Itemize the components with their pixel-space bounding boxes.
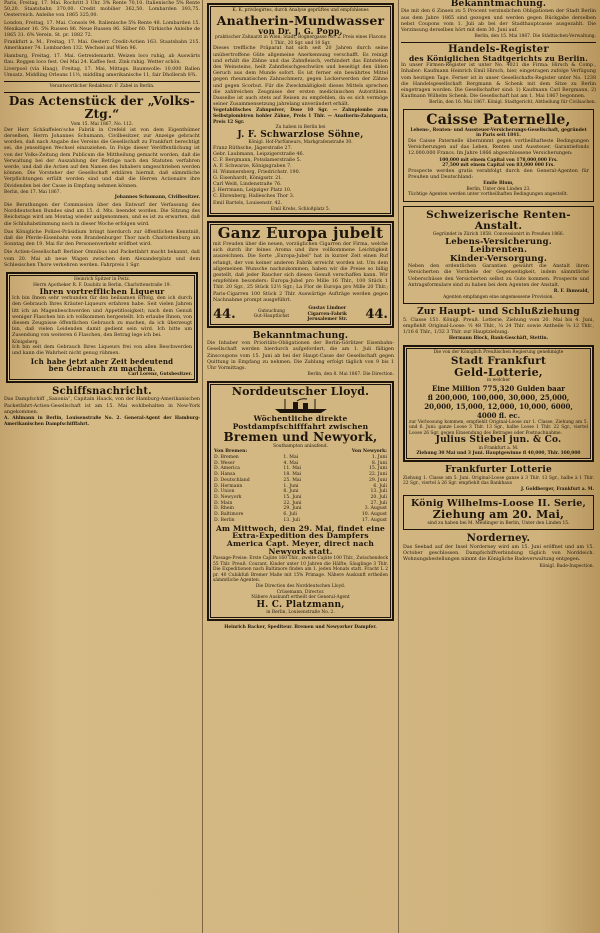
- seller-item: G. Eisenhardt, Königsstr. 21.: [213, 176, 283, 182]
- handels-sign: Berlin, den 16. Mai 1867. Königl. Stadtgericht, Abtheilung für Civilsachen.: [429, 100, 596, 106]
- frankfurter-text: Ziehung 1. Classe am 5. Juni. Original-Loose ganze à 3 Thlr. 13 Sgr., halbe à 1 Thlr. 22 Sgr., viertel à 26 Sgr. empfiehlt das Bankhaus: [403, 475, 594, 487]
- testimonial-motto-1: Ich bin seit dem Gebrauch Ihres Liqueurs frei von allen Beschwerden und kann die Wahrheit nicht genug rühmen.: [12, 345, 192, 357]
- market-frankfurt: Frankfurt a. M., Freitag, 17. Mai. Oesterr. Credit-Actien 163. Staatsbahn 215. Amerikaner 74. Lombarden 132. Wechsel auf Wien 96.: [4, 40, 200, 52]
- frankfurt-text: zur Verloosung kommen, empfiehlt Original-Loose zur 1. Classe, Ziehung am 5. und 6. Juni: ganze Loose 3 Thlr. 13 Sgr., halbe Loose 1 Thlr. 22 Sgr., viertel Loose 26 Sgr. gegen Einsendung des Betrages oder Postnachnahme.: [409, 419, 588, 436]
- market-hamburg: Hamburg, Freitag, 17. Mai. Getreidemarkt. Weizen loco ruhig, ab Auswärts flau. Roggen loco fest. Oel Mai 24. Kaffee fest. Zink ruhig. Wetter schön.: [4, 53, 200, 65]
- article-text: Der Herr Schäuffelen'sche Fabrik in Crefeld ist von dem Eigenthümer derselben, Herrn Johannes Schumann, Civilbesitzer, zur Anzeige gebracht worden, daß nach Angabe des Vereins die Gesellschaft zu Frankfurt berechtigt sei, die jenseitigen Wechsel einzuziehen. In Folge dieser Veröffentlichung ist von der Volks-Zeitung dem Publicum die Mittheilung gemacht worden, daß die Verwaltung bei der Auszahlung der Beträge nach den Statuten verfahren werde, und daß die Actien auf den Namen des Inhabers umgeschrieben werden können. Die Vorsteher der Gesellschaft erklären hiermit, daß sämmtliche Verpflichtungen erfüllt worden sind und daß die Herren Actionaire ihre Dividenden bei der Casse in Empfang nehmen können.: [4, 127, 200, 189]
- lloyd-agent-addr: in Berlin, Louisenstraße No. 2.: [266, 610, 335, 616]
- lloyd-agent-head: Nähere Auskunft ertheilt der General-Agent: [251, 595, 350, 601]
- lottery1-firm: Hermann Block, Bank-Geschäft, Stettin.: [448, 336, 549, 342]
- testimonial-motto-3: ben Gebrauch zu machen.: [48, 363, 156, 373]
- norderney-sign: Königl. Bade-Inspection.: [539, 563, 594, 569]
- anatherin-footer: Emil Krebs, Schloßplatz 5.: [270, 206, 331, 212]
- schweiz-renten-ad: [403, 206, 594, 304]
- schedule-cell: 13. Juli: [370, 489, 387, 495]
- schedule-cell: 8. Juni: [283, 489, 299, 495]
- schedule-cell: D. Berlin: [214, 517, 235, 523]
- schedule-cell: 1. Juni: [371, 455, 387, 461]
- lloyd-director: Crüsemann, Director.: [276, 589, 325, 595]
- schweiz-item: Leibrenten.: [469, 245, 528, 256]
- schedule-cell: D. Deutschland: [214, 477, 250, 483]
- article-title: Das Actenstück der „Volks-Ztg.“: [8, 94, 196, 121]
- caisse-agent: Emile Blum,: [483, 181, 514, 187]
- caisse-text-2: Prospecte werden gratis verabfolgt durch den General-Agenten für Preußen und Deutschland:: [408, 168, 589, 180]
- seller-item: C. Ehrenberg, Hallesches Thor 3.: [213, 194, 295, 200]
- article-signer: Johannes Schumann, Civilbesitzer.: [114, 195, 200, 201]
- koenig-title: König Wilhelms-Loose II. Serie,: [410, 498, 587, 510]
- seller-item: Emil Bartels, Louisenstr. 42.: [213, 200, 283, 206]
- testimonial-motto-2: Ich habe jetzt aber Zeit bedeutend: [30, 356, 174, 366]
- caisse-paternelle-ad: [403, 109, 594, 202]
- column-2: [205, 0, 396, 933]
- bekanntmachung-sign: Berlin, den 8. Mai 1867. Die Direction.: [307, 372, 394, 378]
- schedule-cell: 15. Juni: [369, 466, 387, 472]
- schedule-cell: 1. Juni: [283, 483, 299, 489]
- lloyd-sub: Wöchentliche direkte Postdampfschifffahrt zwischen: [232, 414, 369, 432]
- schedule-cell: D. Rhein: [214, 506, 235, 512]
- house-number-left: 44.: [213, 306, 236, 322]
- lloyd-agent: H. C. Platzmann,: [256, 599, 345, 610]
- lottery-ad-1: [403, 308, 594, 342]
- koenig-title-2: Ziehung am 20. Mai,: [432, 508, 565, 522]
- lloyd-via: Southampton anlaufend.: [273, 443, 328, 449]
- lloyd-extra: Am Mittwoch, den 29. Mai, findet eine Extra-Expedition des Dampfers America Capt. Meyer, direct nach Newyork statt.: [216, 523, 385, 557]
- steamship-icon: [271, 398, 331, 414]
- notice-2: Die Actien-Gesellschaft Berliner Omnibus und Packetfahrt macht bekannt, daß vom 20. Mai ab neue Wagen zwischen dem Alexanderplatz und dem Schlesischen Thore verkehren werden. Fahrpreis 1 Sgr.: [4, 250, 200, 268]
- schedule-cell: D. Newyork: [214, 494, 242, 500]
- anatherin-sub: praktischer Zahnarzt in Wien, Stadt, Bognergasse No. 2. Preis eines Flacons 1 Thlr., 20 Sgr. und 10 Sgr.: [215, 35, 386, 46]
- anatherin-text: Dieses treffliche Präparat hat sich seit 20 Jahren durch seine unübertroffene Güte allgemeine Anerkennung verschafft. Es reinigt und erhält die Zähne und das Zahnfleisch, verhindert das Entstehen des Weinsteins, heilt Zahnfleischgeschwüre und beseitigt den üblen Geruch aus dem Munde sofort. Es ist ferner ein bewährtes Mittel gegen rheumatischen Zahnschmerz, gegen Lockerwerden der Zähne und gegen Scorbut. Für die Zweckmäßigkeit dieses Mittels sprechen die zahlreichen Zeugnisse der ersten medicinischen Autoritäten. Dasselbe ist auch stets auf Reisen zu empfehlen, da es sich vermöge seiner Zusammensetzung jahrelang unverändert erhält.: [213, 46, 388, 108]
- schedule-cell: 22. Juni: [369, 472, 387, 478]
- seller-item: Carl Weiß, Lindenstraße 76.: [213, 182, 282, 188]
- schedule-cell: 25. Mai: [283, 477, 302, 483]
- bekanntmachung-1: [401, 0, 596, 40]
- schedule-cell: 15. Juni: [283, 494, 302, 500]
- column-rule: [398, 0, 399, 933]
- anatherin-title: Anatherin-Mundwasser: [216, 12, 385, 28]
- norderney-notice: [403, 534, 594, 569]
- caisse-text: Die Caisse Paternelle übernimmt gegen vortheilhafteste Bedingungen Versicherungen auf das Leben, Renten und Aussteuer. Garantiefonds 12.000.000 Francs. Im Jahre 1866 abgeschlossene Versicherungen:: [408, 138, 589, 157]
- notice-1: Das Königliche Polizei-Präsidium bringt hierdurch zur öffentlichen Kenntniß, daß die Pferde-Eisenbahn vom Brandenburger Thor nach Charlottenburg am Sonntag den 19. Mai für den Personenverkehr eröffnet wird.: [4, 229, 200, 248]
- article-place: Berlin, den 17. Mai 1867.: [4, 189, 61, 195]
- testimonial-sign: Carl Lorenz, Gutsbesitzer.: [128, 372, 192, 378]
- frankfurt-prize: Eine Million 775,320 Gulden baar: [432, 383, 565, 393]
- frankfurt-lottery-ad: [403, 345, 594, 462]
- testimonial-place: Königsberg.: [12, 339, 39, 345]
- schedule-cell: 3. August: [364, 506, 387, 512]
- frankfurt-amounts-1: fl 200,000, 100,000, 30,000, 25,000,: [427, 392, 570, 402]
- schedule-cell: 11. Mai: [283, 466, 302, 472]
- bek1-sign: Berlin, den 15. Mai 1867. Die Städtischen-Verwaltung.: [474, 34, 596, 40]
- schweiz-agent: R. F. Ihmwald,: [553, 289, 589, 295]
- shipping-agent: A. Ahlmann in Berlin, Louisenstraße No. 2. General-Agent der Hamburg-Amerikanischen Dampfschifffahrt.: [4, 415, 200, 427]
- market-london: London, Freitag, 17. Mai. Consols 94. Italienische 5% Rente 48. Lombarden 15. Mexikaner 16. 5% Russen 86. Neue Russen 86. Silber 60. Türkische Anleihe de 1865 31. 6% Verein. St. pr. 1882 72.: [4, 20, 200, 39]
- anatherin-sellers: [213, 146, 388, 207]
- schedule-cell: 29. Juni: [283, 506, 302, 512]
- seller-item: Gebr. Laubmann, Leipzigerstraße 46.: [213, 151, 305, 157]
- schweiz-sub: Gegründet in Zürich 1858. Concessionirt in Preußen 1866.: [432, 231, 565, 237]
- frankfurt-amounts-2: 20,000, 15,000, 12,000, 10,000, 6000,: [424, 401, 573, 411]
- schedule-cell: 4. Mai: [283, 460, 299, 466]
- schedule-cell: 8. Juni: [371, 460, 387, 466]
- schedule-col-from: Von Bremen:: [214, 449, 248, 455]
- frankfurter-title: Frankfurter Lotterie: [445, 465, 552, 476]
- frankfurter-lotterie: [403, 466, 594, 492]
- schedule-cell: D. Main: [214, 500, 233, 506]
- schweiz-title: Schweizerische Renten-Anstalt.: [426, 208, 571, 232]
- schedule-cell: 13. Juli: [283, 517, 300, 523]
- column-1: [4, 0, 200, 933]
- schedule-cell: 22. Juni: [283, 500, 302, 506]
- schedule-cell: D. Weser: [214, 460, 235, 466]
- schweiz-item: Kinder-Versorgung.: [450, 254, 547, 265]
- bekanntmachung-2: [207, 332, 394, 378]
- lloyd-schedule: [213, 449, 388, 523]
- schweiz-text: Neben den ordentlichen Garantien gewährt die Anstalt ihren Versicherten die Vortheile der Gegenseitigkeit, indem sämmtliche Ueberschüsse den Versicherten selbst zu Gute kommen. Prospecte und Antragsformulare sind zu haben bei dem Agenten der Anstalt.: [408, 264, 589, 288]
- house-number-right: 44.: [365, 306, 388, 322]
- schedule-cell: 20. Juli: [370, 494, 387, 500]
- seller-item: H. Wimmersberg, Friedrichstr. 190.: [213, 170, 301, 176]
- schedule-cell: 27. Juli: [370, 500, 387, 506]
- market-liverpool: Liverpool (via Haag), Freitag, 17. Mai, Mittags. Baumwolle: 10,000 Ballen Umsatz. Middling Orleans 11½, middling amerikanische 11, fair Dhollerah 8¾.: [4, 67, 200, 79]
- koenig-wilhelm-loose-ad: [403, 495, 594, 530]
- norderney-text: Das Seebad auf der Insel Norderney wird am 15. Juni eröffnet und am 15. October geschlossen. Dampfschiffverbindung täglich von Norddeich. Wohnungsbestellungen nimmt die Königliche Badeverwaltung entgegen.: [403, 544, 594, 563]
- schedule-cell: 6. Juli: [283, 512, 298, 518]
- lloyd-text: Passage-Preise: Erste Cajüte 160 Thlr., zweite Cajüte 100 Thlr., Zwischendeck 55 Thlr. Preuß. Courant. Kinder unter 10 Jahren die Hälfte, Säuglinge 3 Thlr. Die Expeditionen nach Baltimore finden am 1. jeden Monats statt. Fracht L 2 pr. 40 Cubikfuß Bremer Maße mit 15% Primage. Nähere Auskunft ertheilen sämmtliche Agenten.: [213, 556, 388, 584]
- schedule-cell: 1. Mai: [283, 455, 299, 461]
- frankfurt-title-2: Geld-Lotterie,: [454, 365, 543, 379]
- frankfurter-firm: J. Goldberger, Frankfurt a. M.: [521, 486, 594, 492]
- frankfurt-amounts-3: 4000 fl. ec.: [476, 410, 521, 420]
- ganz-europa-left: Gutsuchung Gut-Hauptlichst: [253, 308, 290, 320]
- schedule-cell: D. Bremen: [214, 455, 239, 461]
- bekanntmachung-text: Die Inhaber von Prioritäts-Obligationen der Berlin-Görlitzer Eisenbahn-Gesellschaft werden hierdurch aufgefordert, die am 1. Juli fälligen Zinscoupons vom 15. Juni ab bei der Haupt-Casse der Gesellschaft gegen Quittung in Empfang zu nehmen. Die Zahlung erfolgt täglich von 9 bis 1 Uhr Vormittags.: [207, 341, 394, 372]
- column-3: [401, 0, 596, 933]
- schedule-cell: 29. Juni: [369, 477, 387, 483]
- schedule-cell: D. America: [214, 466, 240, 472]
- lloyd-direction: Die Direction des Norddeutschen Lloyd.: [255, 583, 346, 589]
- ganz-europa-footer: [213, 306, 388, 323]
- market-paris: Paris, Freitag, 17. Mai. Rochritt 3 Uhr. 3% Rente 70,10. Italienische 5% Rente 50,20. Staatsbahn 370,00. Credit mobilier 362,50. Lombarden 393,75. Oesterreich. Anleihe von 1865 325,00.: [4, 1, 200, 19]
- shipping-title: Schiffsnachricht.: [52, 385, 152, 397]
- anatherin-depot: J. F. Schwarzlose Söhne,: [237, 129, 364, 140]
- frankfurt-head: Die von der Königlich Preußischen Regierung genehmigte: [433, 349, 564, 355]
- schedule-cell: D. Hansa: [214, 472, 236, 478]
- lottery1-text: 5. Classe 151. Königl. Preuß. Lotterie, Ziehung vom 20. Mai bis 4. Juni, empfiehlt Original-Loose: ½ 48 Thlr., ¼ 24 Thlr. sowie Antheile ⅛ 12 Thlr., 1/16 6 Thlr., 1/32 3 Thlr. zur Hauptziehung.: [403, 317, 594, 336]
- testimonial-title: Ihren vortrefflichen Liqueur: [39, 287, 165, 297]
- schedule-cell: 10. August: [361, 512, 387, 518]
- seller-item: A. F. Schwarze, Königsgraben 7.: [213, 164, 292, 170]
- bek1-title: Bekanntmachung.: [450, 0, 547, 9]
- caisse-note: Tüchtige Agenten werden unter vortheilhaften Bedingungen angestellt.: [408, 192, 568, 198]
- schedule-col-to: Von Newyork:: [351, 449, 387, 455]
- schedule-cell: D. Hermann: [214, 483, 243, 489]
- caisse-figure-1: 100,000 mit einem Capital von 178,000,000 Frs.: [439, 157, 558, 163]
- responsible-editor: Verantwortlicher Redakteur: F. Zabel in Berlin.: [49, 84, 155, 90]
- schweiz-note: Agenten empfangen eine angemessene Provision.: [443, 294, 554, 300]
- schedule-row: [213, 518, 388, 524]
- frankfurt-intro: in welcher: [486, 378, 511, 384]
- handels-register: [401, 45, 596, 106]
- testimonial-address: Herrn Apotheker R. F. Daubitz in Berlin, Charlottenstraße 19.: [33, 282, 171, 288]
- bekanntmachung-title: Bekanntmachung.: [252, 330, 349, 341]
- ganz-europa-text: mit Freuden über die neuen, vorzüglichen Cigarren der Firma, welche sich durch ihr feines Aroma und ihre vollkommene Leichtigkeit auszeichnen. Die Sorte „Europa-Jubel“ hat in kurzer Zeit einen Ruf erlangt, der von keiner anderen Fabrik erreicht worden ist. Um dem allgemeinen Wunsche nachzukommen, haben wir die Preise so billig gestellt, daß jeder Raucher sich diesen Genuß verschaffen kann. Wir empfehlen besonders: Europa-Jubel pro Mille 16 Thlr., 100 Stück 1 Thlr. 20 Sgr., 25 Stück 12½ Sgr.; La Flor de Europa pro Mille 20 Thlr.; Paris-Cigarren 100 Stück 2 Thlr. Auswärtige Aufträge werden gegen Nachnahme prompt ausgeführt.: [213, 242, 388, 303]
- frankfurt-title-1: Stadt Frankfurt: [450, 354, 547, 367]
- anatherin-top: K. K. privilegirtes, durch Analyse geprüftes und empfohlenes: [232, 8, 369, 13]
- testimonial-ad: [6, 272, 198, 383]
- handels-title-2: des Königlichen Stadtgerichts zu Berlin.: [408, 54, 589, 64]
- schweiz-item: Lebens-Versicherung.: [445, 236, 552, 247]
- schedule-cell: D. Baltimore: [214, 512, 244, 518]
- norderney-title: Norderney.: [466, 533, 531, 545]
- anatherin-depot-addr: Königl. Hof-Parfümeurs, Markgrafenstraße 30.: [248, 140, 353, 146]
- lloyd-title: Norddeutscher Lloyd.: [231, 384, 370, 398]
- anatherin-ad: [207, 3, 394, 217]
- schedule-cell: 6. Juli: [373, 483, 387, 489]
- article-text-2: Die Berathungen der Commission über den Entwurf der Verfassung des Norddeutschen Bundes sind am 15. d. Mts. beendet worden. Die Sitzung des Reichstags wird am Montag wieder aufgenommen, und es ist zu erwarten, daß die Schlußabstimmung noch in dieser Woche erfolgen wird.: [4, 203, 200, 227]
- frankfurt-foot: Ziehung 30 Mai und 3 Juni. Hauptgewinne fl 40,000, Thlr. 100,000: [416, 451, 581, 457]
- anatherin-depot-head: Zu haben in Berlin bei: [275, 125, 326, 131]
- ganz-europa-firm: Gustav Lindner Cigarren-Fabrik Jerusalemer Str.: [307, 306, 348, 323]
- caisse-sub: Lebens-, Renten- und Aussteuer-Versicherungs-Gesellschaft, gegründet in Paris seit 1841.: [410, 127, 587, 139]
- lloyd-footer: Heinrich Backer, Spediteur. Bremen und Newyorker Dampfer.: [224, 624, 377, 630]
- schedule-cell: D. Union: [214, 489, 235, 495]
- column-rule: [202, 0, 203, 933]
- handels-text: In unser Firmen-Register ist unter No. 4021 die Firma: Hirsch & Comp., Inhaber: Kaufmann Heinrich Emil Hirsch, hier, eingetragen zufolge Verfügung vom heutigen Tage. Ferner ist in unser Gesellschafts-Register unter No. 1238 die Handelsgesellschaft Bergmann & Schenk mit dem Sitze zu Berlin eingetragen worden. Die Gesellschafter sind: 1) Kaufmann Carl Bergmann, 2) Kaufmann Wilhelm Schenk. Die Gesellschaft hat am 1. Mai 1867 begonnen.: [401, 63, 596, 100]
- caisse-figure-2: 27,500 mit einem Capital von 83,000 000 Frs.: [442, 163, 555, 169]
- bek1-text: Die mit den 6 Zinsen zu 5 Procent verzinslichen Obligationen der Stadt Berlin aus dem Jahre 1865 sind gezogen und werden gegen Rückgabe derselben nebst Coupons vom 1. Juli ab bei der Stadthauptcasse ausgezahlt. Die Verzinsung derselben hört mit dem 30. Juni auf.: [401, 9, 596, 34]
- testimonial-text: Ich bin Ihnen sehr verbunden für den heilsamen Erfolg, den ich durch den Gebrauch Ihres Kräuter-Liqueurs erfahren habe. Seit vielen Jahren litt ich an Magenbeschwerden und Appetitlosigkeit; nach dem Genuß weniger Flaschen bin ich vollkommen hergestellt. Ich erlaube Ihnen, von diesem Zeugnisse öffentlichen Gebrauch zu machen, da ich überzeugt bin, daß vielen Leidenden damit gedient sein wird. Ich bitte um Zusendung von weiteren 6 Flaschen, den Betrag lege ich bei.: [12, 296, 192, 339]
- lloyd-route: Bremen und Newyork,: [223, 430, 378, 445]
- market-reports: [4, 1, 200, 79]
- anatherin-note: Vegetabilisches Zahnpulver, Dose 10 Sgr. — Zahnplombe zum Selbstplombiren hohler Zähne, Preis 1 Thlr. — Anatherin-Zahnpasta, Preis 12 Sgr.: [213, 108, 388, 125]
- ganz-europa-title: Ganz Europa jubelt: [217, 224, 384, 243]
- schedule-cell: 17. August: [361, 517, 387, 523]
- schedule-cell: 18. Mai: [283, 472, 302, 478]
- seller-item: Franz Rüthsche, Jägerstraße 27.: [213, 145, 293, 151]
- article-date: Vom 15. Mai 1867, No. 112.: [70, 122, 134, 128]
- caisse-agent-addr: Berlin, Unter den Linden 23.: [466, 186, 531, 192]
- seller-item: J. Herrmann, Leipziger Platz 10.: [213, 188, 292, 194]
- ganz-europa-ad: [207, 221, 394, 328]
- frankfurt-firm-2: in Frankfurt a. M.: [478, 445, 519, 451]
- frankfurt-firm: Julius Stiebel jun. & Co.: [435, 435, 562, 446]
- caisse-title: Caisse Paternelle,: [426, 112, 571, 129]
- handels-title: Handels-Register: [448, 43, 549, 55]
- shipping-text: Das Dampfschiff „Saxonia“, Capitain Haack, von der Hamburg-Amerikanischen Packetfahrt-Actien-Gesellschaft ist am 15. Mai wohlbehalten in New-York angekommen.: [4, 397, 200, 415]
- testimonial-head: Heinrich Spitzer in Peitz.: [73, 277, 131, 283]
- seller-item: C. F. Bergmann, Potsdamerstraße 5.: [213, 157, 302, 163]
- koenig-text: sind zu haben bei M. Meidinger in Berlin, Unter den Linden 15.: [427, 520, 570, 526]
- anatherin-by: von Dr. J. G. Popp,: [258, 25, 343, 36]
- lloyd-ad: [207, 381, 394, 621]
- lottery1-title: Zur Haupt- und Schlußziehung: [417, 307, 580, 318]
